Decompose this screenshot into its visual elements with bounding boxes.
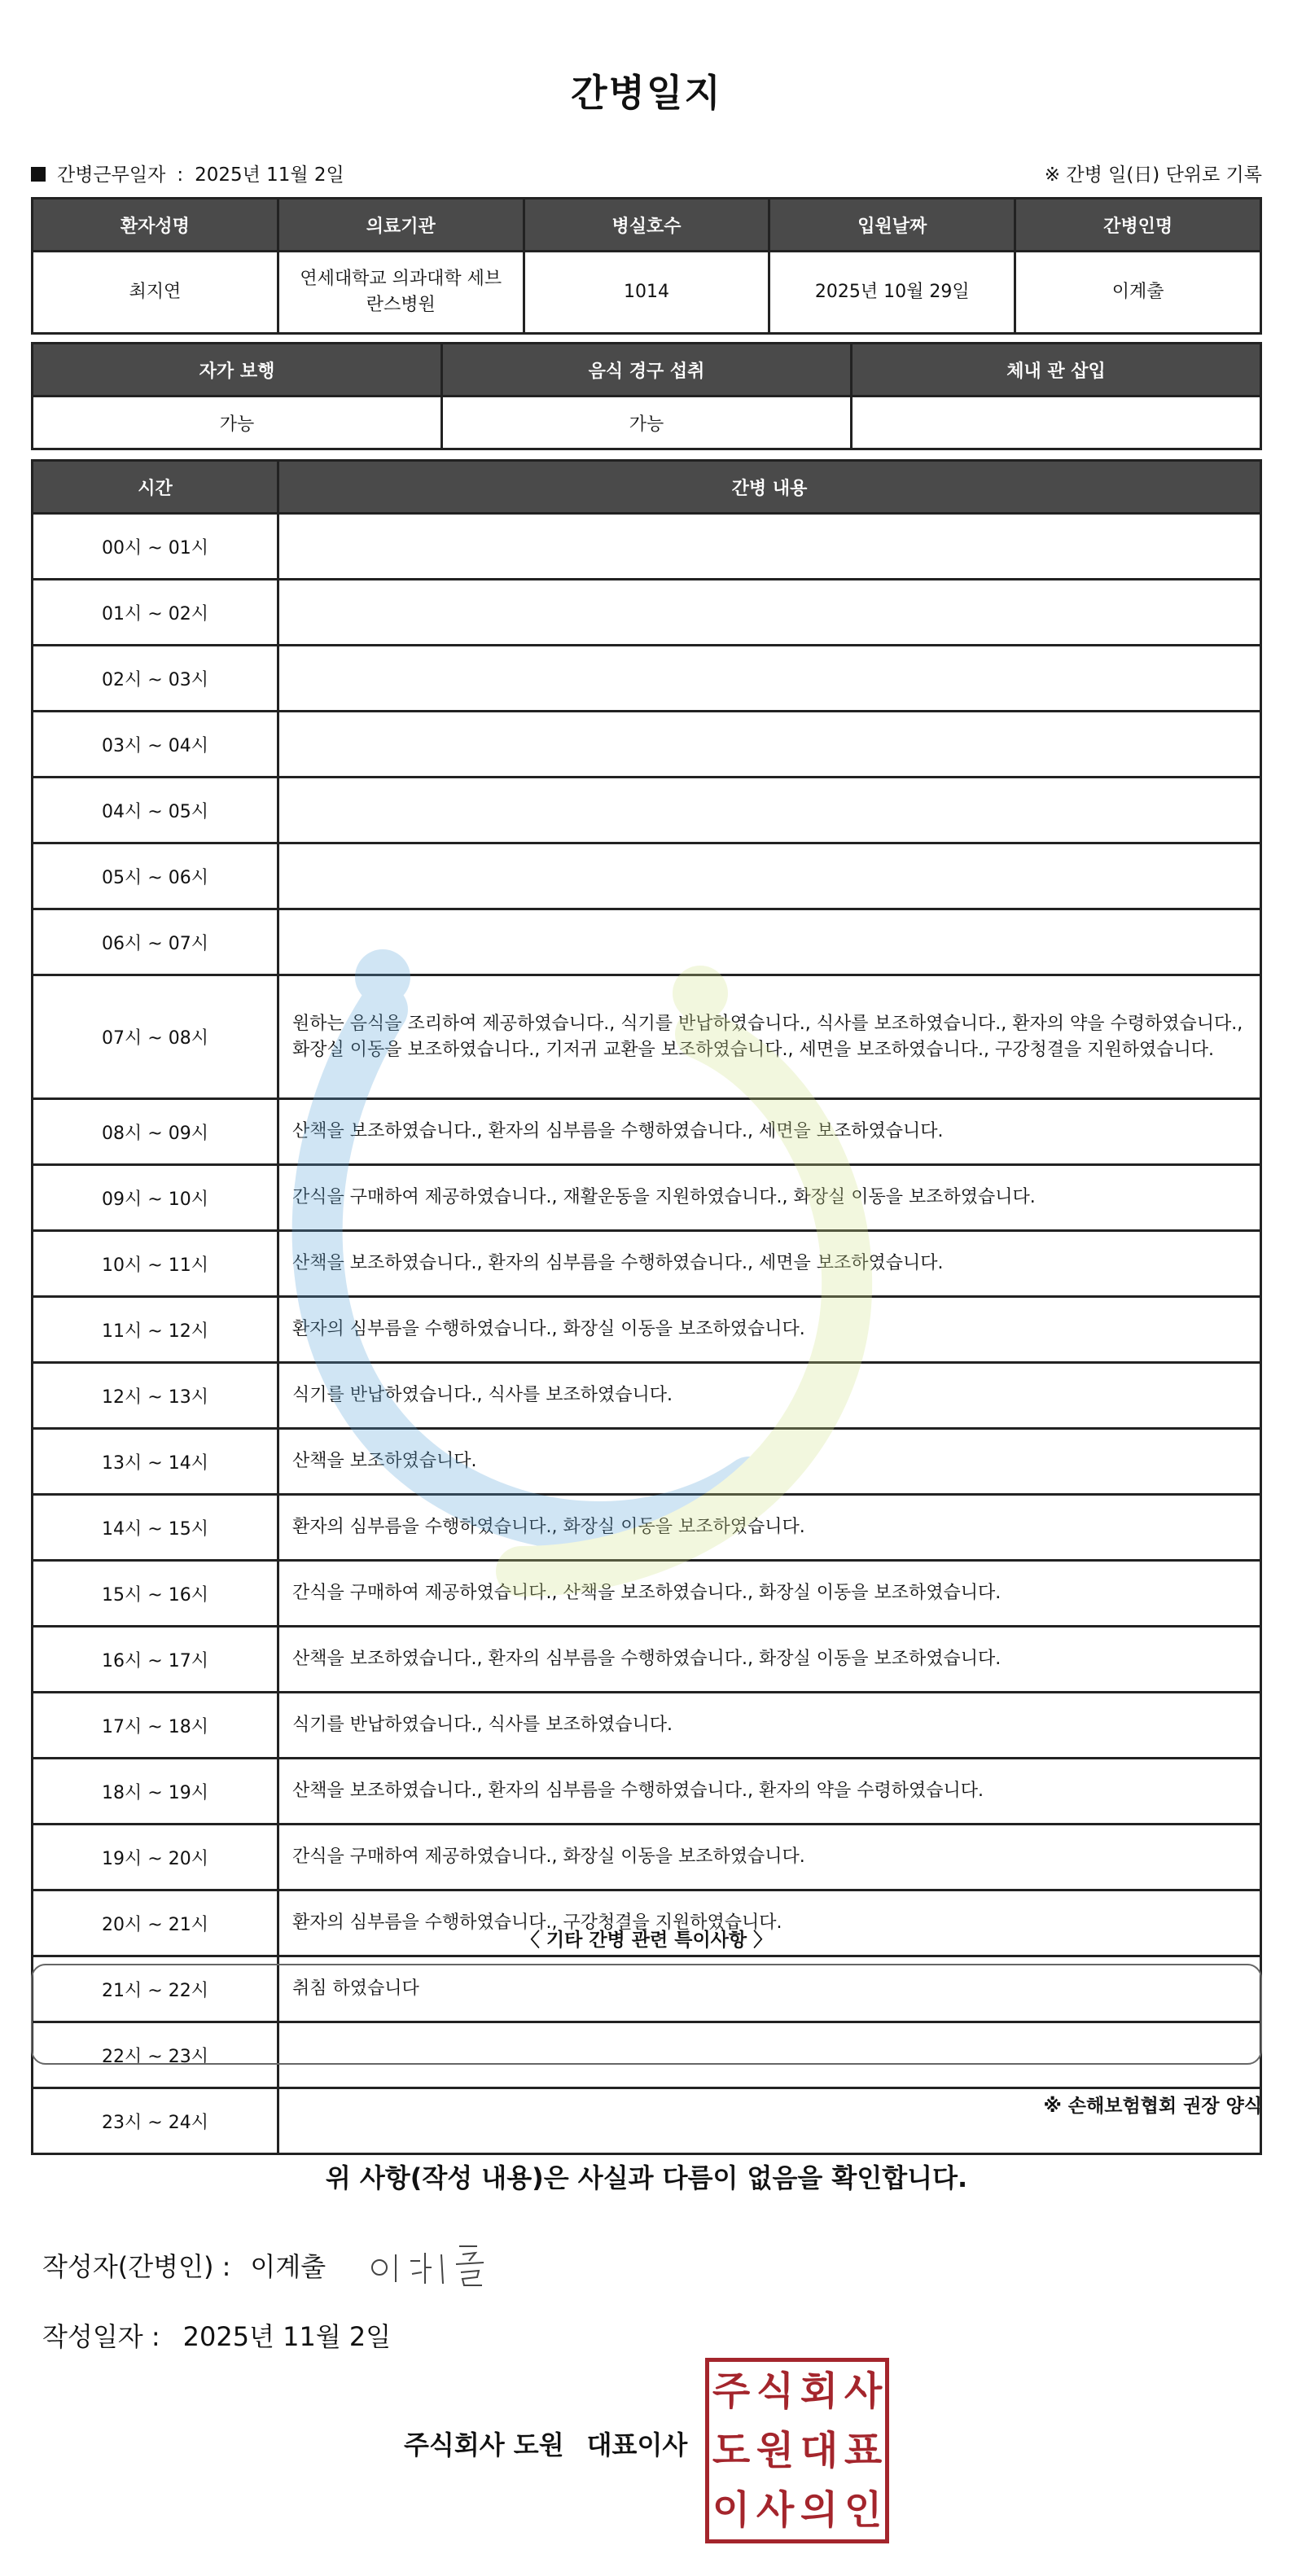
time-cell: 13시 ~ 14시 [33, 1429, 278, 1495]
time-cell: 16시 ~ 17시 [33, 1627, 278, 1693]
table-row [33, 1759, 1261, 1825]
care-content-cell: 식기를 반납하였습니다., 식사를 보조하였습니다. [278, 1693, 1261, 1759]
meta-row [31, 156, 1262, 189]
table-row [33, 1231, 1261, 1297]
time-cell: 20시 ~ 21시 [33, 1890, 278, 1956]
writer-row [42, 2241, 502, 2289]
seal-char: 식 [756, 2368, 795, 2415]
care-content-cell: 환자의 심부름을 수행하였습니다., 화장실 이동을 보조하였습니다. [278, 1297, 1261, 1363]
colon: : [177, 164, 184, 186]
table-row [33, 1693, 1261, 1759]
care-log-table [31, 459, 1262, 2155]
care-content-cell [278, 843, 1261, 909]
time-cell: 08시 ~ 09시 [33, 1099, 278, 1165]
care-content-header: 간병 내용 [278, 461, 1261, 514]
form-source-note: ※ 손해보험협회 권장 양식 [1043, 2096, 1262, 2117]
table-row [33, 1627, 1261, 1693]
care-content-cell [278, 712, 1261, 778]
seal-char: 주 [712, 2368, 751, 2415]
tube-insertion-header: 체내 관 삽입 [852, 344, 1261, 396]
page-title: 간병일지 [571, 71, 722, 115]
seal-char: 사 [844, 2368, 883, 2415]
signature-stroke [441, 2254, 443, 2284]
time-cell: 01시 ~ 02시 [33, 580, 278, 646]
care-content-cell [278, 646, 1261, 712]
caregiver-name-header: 간병인명 [1015, 199, 1261, 252]
seal-char: 사 [756, 2486, 795, 2533]
time-cell: 04시 ~ 05시 [33, 778, 278, 843]
time-cell: 05시 ~ 06시 [33, 843, 278, 909]
company-line [404, 2425, 687, 2462]
tube-insertion-value [852, 396, 1261, 449]
patient-name: 최지연 [33, 252, 278, 334]
room-header: 병실호수 [524, 199, 769, 252]
table-row [33, 1297, 1261, 1363]
square-bullet-icon [31, 167, 46, 182]
table-row [33, 1165, 1261, 1231]
written-date-value: 2025년 11월 2일 [182, 2321, 392, 2352]
seal-char: 표 [844, 2427, 883, 2473]
hospital-header: 의료기관 [278, 199, 524, 252]
writer-name: 이계출 [250, 2251, 327, 2282]
abilities-table [31, 342, 1262, 450]
care-content-cell: 간식을 구매하여 제공하였습니다., 화장실 이동을 보조하였습니다. [278, 1825, 1261, 1890]
special-notes-title: 〈 기타 간병 관련 특이사항 〉 [520, 1930, 773, 1951]
care-content-cell [278, 778, 1261, 843]
care-content-cell: 산책을 보조하였습니다., 환자의 심부름을 수행하였습니다., 화장실 이동을 보조하였습니다. [278, 1627, 1261, 1693]
table-row [33, 1825, 1261, 1890]
seal-char: 인 [844, 2486, 883, 2533]
company-name: 주식회사 도원 [404, 2429, 564, 2460]
time-cell: 02시 ~ 03시 [33, 646, 278, 712]
handwritten-signature [363, 2236, 502, 2293]
oral-intake-header: 음식 경구 섭취 [442, 344, 852, 396]
admission-date: 2025년 10월 29일 [769, 252, 1015, 334]
table-row [33, 975, 1261, 1099]
time-cell: 17시 ~ 18시 [33, 1693, 278, 1759]
time-cell: 07시 ~ 08시 [33, 975, 278, 1099]
table-row [33, 1429, 1261, 1495]
time-cell: 10시 ~ 11시 [33, 1231, 278, 1297]
care-content-cell [278, 514, 1261, 580]
care-content-cell: 산책을 보조하였습니다. [278, 1429, 1261, 1495]
seal-char: 도 [712, 2427, 751, 2473]
care-content-cell: 산책을 보조하였습니다., 환자의 심부름을 수행하였습니다., 세면을 보조하였습니다. [278, 1099, 1261, 1165]
seal-char: 원 [756, 2427, 795, 2473]
table-row [33, 1363, 1261, 1429]
table-row [33, 1495, 1261, 1561]
unit-note: ※ 간병 일(日) 단위로 기록 [1044, 164, 1262, 186]
care-content-cell: 간식을 구매하여 제공하였습니다., 재활운동을 지원하였습니다., 화장실 이동을 보조하였습니다. [278, 1165, 1261, 1231]
care-content-cell [278, 909, 1261, 975]
seal-char: 이 [712, 2486, 751, 2533]
work-date-label: 간병근무일자 [57, 164, 166, 186]
table-row [33, 514, 1261, 580]
confirmation-statement: 위 사항(작성 내용)은 사실과 다름이 없음을 확인합니다. [325, 2162, 968, 2193]
signature-stroke [410, 2253, 432, 2284]
care-content-cell [278, 580, 1261, 646]
time-cell: 21시 ~ 22시 [33, 1956, 278, 2022]
time-cell: 23시 ~ 24시 [33, 2088, 278, 2154]
time-cell: 19시 ~ 20시 [33, 1825, 278, 1890]
signature-stroke [372, 2260, 387, 2275]
care-content-cell: 취침 하였습니다 [278, 1956, 1261, 2022]
table-row [33, 843, 1261, 909]
company-seal-stamp [705, 2358, 889, 2543]
time-cell: 11시 ~ 12시 [33, 1297, 278, 1363]
signature-stroke [456, 2246, 484, 2285]
work-date-block [31, 160, 356, 186]
time-cell: 03시 ~ 04시 [33, 712, 278, 778]
time-header: 시간 [33, 461, 278, 514]
seal-char: 회 [800, 2368, 839, 2415]
time-cell: 22시 ~ 23시 [33, 2022, 278, 2088]
time-cell: 18시 ~ 19시 [33, 1759, 278, 1825]
time-cell: 06시 ~ 07시 [33, 909, 278, 975]
admission-date-header: 입원날짜 [769, 199, 1015, 252]
table-row [33, 1099, 1261, 1165]
care-content-cell: 산책을 보조하였습니다., 환자의 심부름을 수행하였습니다., 세면을 보조하였습니다. [278, 1231, 1261, 1297]
work-date-value: 2025년 11월 2일 [195, 164, 344, 186]
written-date-row [42, 2312, 391, 2358]
care-content-cell: 원하는 음식을 조리하여 제공하였습니다., 식기를 반납하였습니다., 식사를 보조하였습니다., 환자의 약을 수령하였습니다., 화장실 이동을 보조하였습니다., 기저귀 교환을 보조하였습니다., 세면을 보조하였습니다., 구강청결을 지원하였습니다. [278, 975, 1261, 1099]
hospital-name: 연세대학교 의과대학 세브란스병원 [278, 252, 524, 334]
table-row [33, 580, 1261, 646]
self-walking-value: 가능 [33, 396, 442, 449]
time-cell: 14시 ~ 15시 [33, 1495, 278, 1561]
table-row [33, 646, 1261, 712]
care-content-cell: 산책을 보조하였습니다., 환자의 심부름을 수행하였습니다., 환자의 약을 수령하였습니다. [278, 1759, 1261, 1825]
caregiver-name: 이계출 [1015, 252, 1261, 334]
time-cell: 15시 ~ 16시 [33, 1561, 278, 1627]
oral-intake-value: 가능 [442, 396, 852, 449]
care-content-cell: 환자의 심부름을 수행하였습니다., 화장실 이동을 보조하였습니다. [278, 1495, 1261, 1561]
care-content-cell: 간식을 구매하여 제공하였습니다., 산책을 보조하였습니다., 화장실 이동을 보조하였습니다. [278, 1561, 1261, 1627]
seal-char: 대 [800, 2427, 839, 2473]
time-cell: 09시 ~ 10시 [33, 1165, 278, 1231]
table-row [33, 712, 1261, 778]
written-date-label: 작성일자 : [42, 2321, 160, 2352]
patient-name-header: 환자성명 [33, 199, 278, 252]
care-content-cell: 식기를 반납하였습니다., 식사를 보조하였습니다. [278, 1363, 1261, 1429]
care-content-cell: 환자의 심부름을 수행하였습니다., 구강청결을 지원하였습니다. [278, 1890, 1261, 1956]
time-cell: 00시 ~ 01시 [33, 514, 278, 580]
table-row [33, 909, 1261, 975]
table-row [33, 1561, 1261, 1627]
writer-label: 작성자(간병인) : [42, 2251, 231, 2282]
time-cell: 12시 ~ 13시 [33, 1363, 278, 1429]
seal-char: 의 [800, 2486, 839, 2533]
self-walking-header: 자가 보행 [33, 344, 442, 396]
special-notes-box [31, 1964, 1262, 2065]
company-title: 대표이사 [586, 2429, 688, 2460]
patient-info-table [31, 197, 1262, 335]
table-row [33, 778, 1261, 843]
room-number: 1014 [524, 252, 769, 334]
